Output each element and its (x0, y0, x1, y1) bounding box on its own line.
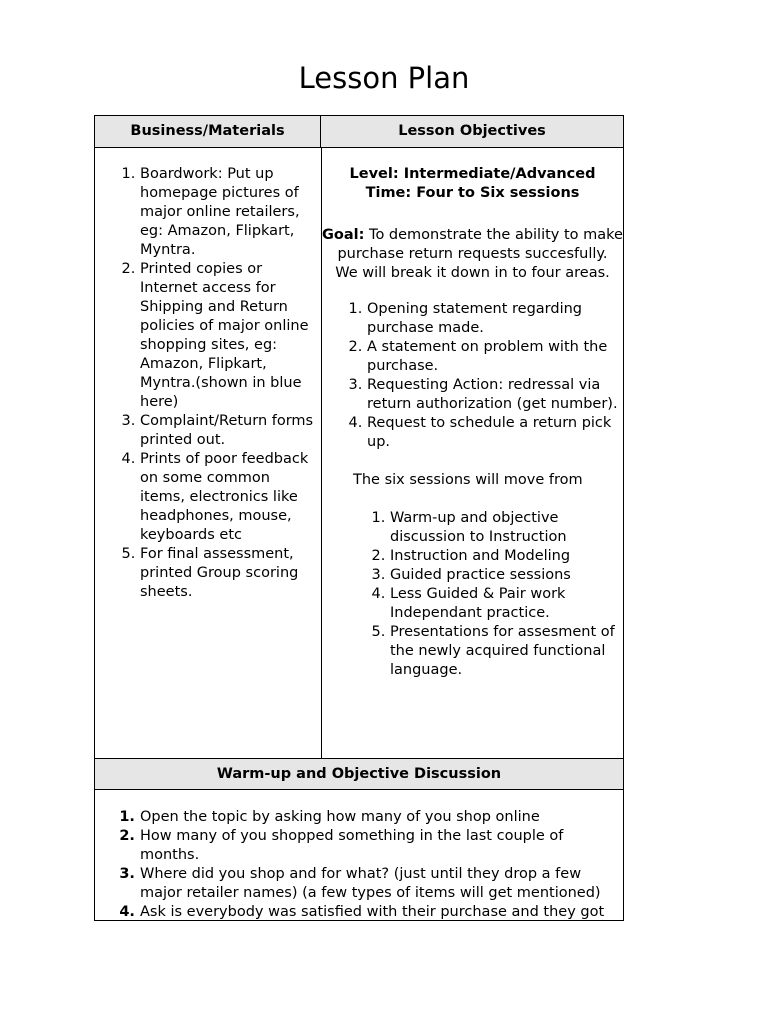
list-item: 3. Complaint/Return forms printed out. (140, 412, 319, 450)
list-item: 4. Request to schedule a return pick up. (367, 414, 623, 452)
sessions-list (322, 509, 623, 680)
list-item: 5. For final assessment, printed Group scoring sheets. (140, 545, 319, 602)
warmup-section-header: Warm-up and Objective Discussion (95, 758, 623, 790)
list-item: 1. Warm-up and objective discussion to Instruction (390, 509, 623, 547)
list-item: 5. Presentations for assesment of the newly acquired functional language. (390, 623, 623, 680)
level-line: Level: Intermediate/Advanced (349, 166, 596, 182)
areas-list (322, 300, 623, 452)
lesson-plan-table (94, 115, 624, 921)
time-line: Time: Four to Six sessions (365, 185, 580, 201)
list-item: 2. A statement on problem with the purchase. (367, 338, 623, 376)
list-item: 2. How many of you shopped something in the last couple of months. (140, 827, 623, 865)
materials-list (95, 165, 319, 602)
list-item: 1. Open the topic by asking how many of you shop online (140, 808, 623, 827)
list-item: 3. Where did you shop and for what? (just until they drop a few major retailer names) (a few types of items will get mentioned) (140, 865, 623, 903)
list-item: 1. Opening statement regarding purchase made. (367, 300, 623, 338)
list-item: 4. Prints of poor feedback on some common items, electronics like headphones, mouse, keyboards etc (140, 450, 319, 545)
list-item: 2. Instruction and Modeling (390, 547, 623, 566)
list-item: 3. Requesting Action: redressal via return authorization (get number). (367, 376, 623, 414)
materials-column-header: Business/Materials (95, 116, 321, 148)
list-item: 4. Ask is everybody was satisfied with their purchase and they got (140, 903, 623, 920)
goal-label: Goal: (322, 227, 365, 243)
list-item: 3. Guided practice sessions (390, 566, 623, 585)
list-item: 1. Boardwork: Put up homepage pictures of major online retailers, eg: Amazon, Flipkart, Myntra. (140, 165, 319, 260)
goal-text: To demonstrate the ability to make purchase return requests succesfully. (337, 227, 623, 262)
sessions-intro: The six sessions will move from (353, 472, 583, 488)
list-item: 2. Printed copies or Internet access for Shipping and Return policies of major online shopping sites, eg: Amazon, Flipkart, Myntra.(shown in blue here) (140, 260, 319, 412)
list-item: 4. Less Guided & Pair work Independant practice. (390, 585, 623, 623)
objectives-column-header: Lesson Objectives (321, 116, 623, 148)
objectives-cell (322, 165, 623, 680)
page-title: Lesson Plan (298, 61, 470, 95)
warmup-list (95, 808, 623, 920)
goal-paragraph (322, 226, 623, 264)
break-down-line: We will break it down in to four areas. (335, 265, 610, 281)
